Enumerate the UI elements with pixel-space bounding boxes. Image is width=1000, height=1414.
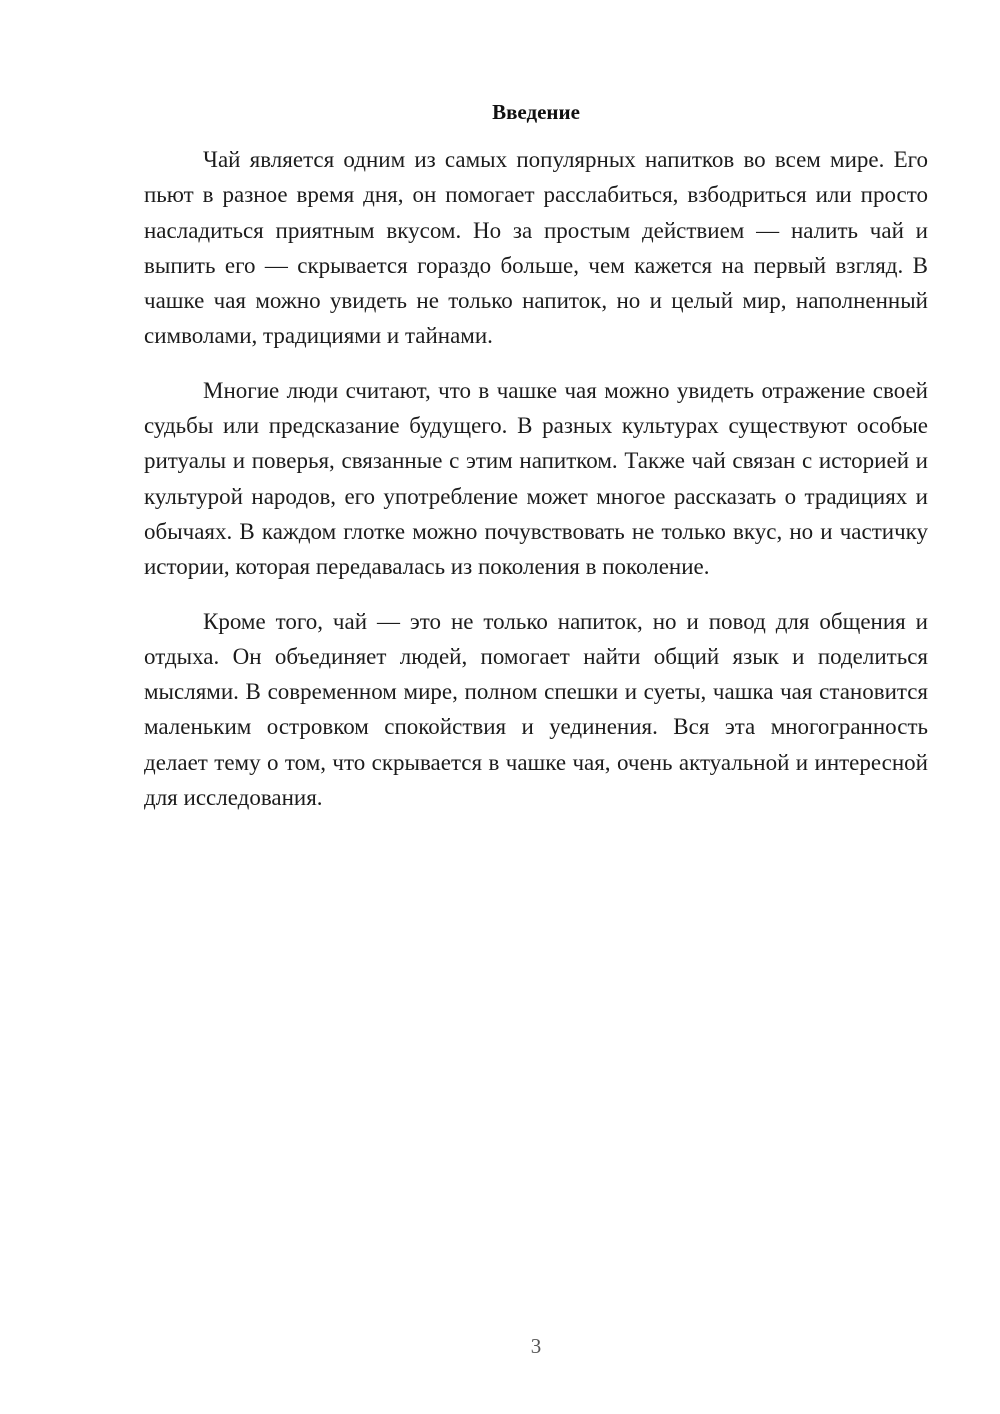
- paragraph-3: Кроме того, чай — это не только напиток, но и повод для общения и отдыха. Он объединяет людей, помогает найти общий язык и поделиться мыслями. В современном мире, полном спешки и суеты, чашка чая становится маленьким островком спокойствия и уединения. Вся эта многогранность делает тему о том, что скрывается в чашке чая, очень актуальной и интересной для исследования.: [144, 608, 928, 811]
- paragraph-1: Чай является одним из самых популярных напитков во всем мире. Его пьют в разное время дня, он помогает расслабиться, взбодриться или просто насладиться приятным вкусом. Но за простым действием — налить чай и выпить его — скрывается гораздо больше, чем кажется на первый взгляд. В чашке чая можно увидеть не только напиток, но и целый мир, наполненный символами, традициями и тайнами.: [144, 147, 928, 349]
- body-text: [144, 142, 928, 834]
- page-title: Введение: [492, 100, 580, 124]
- page-number: 3: [530, 1334, 542, 1358]
- paragraph-2: Многие люди считают, что в чашке чая можно увидеть отражение своей судьбы или предсказание будущего. В разных культурах существуют особые ритуалы и поверья, связанные с этим напитком. Также чай связан с историей и культурой народов, его употребление может многое рассказать о традициях и обычаях. В каждом глотке можно почувствовать не только вкус, но и частичку истории, которая передавалась из поколения в поколение.: [144, 377, 928, 580]
